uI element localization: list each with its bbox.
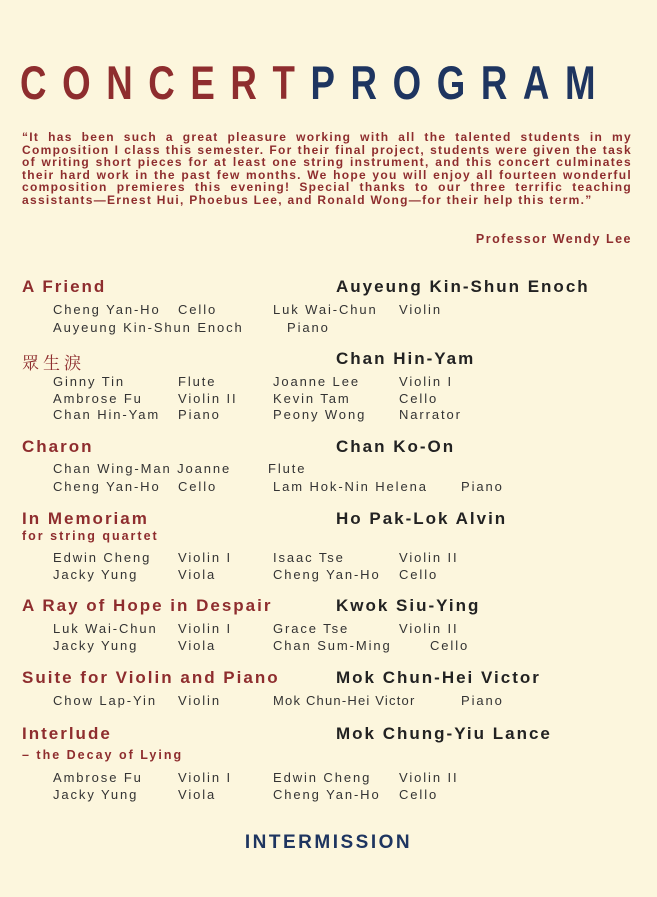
composer-name: Chan Hin-Yam	[336, 349, 476, 368]
performer-instrument: Violin I	[178, 550, 232, 565]
performer-instrument: Cello	[399, 391, 439, 406]
performer-name: Kevin Tam	[273, 391, 351, 406]
performer-name: Cheng Yan-Ho	[273, 787, 381, 802]
performer-name: Ambrose Fu	[53, 391, 143, 406]
performer-instrument: Violin	[399, 302, 442, 317]
performer-instrument: Viola	[178, 787, 217, 802]
quote-signature: Professor Wendy Lee	[475, 232, 632, 246]
performer-name: Isaac Tse	[273, 550, 345, 565]
performer-name: Chow Lap-Yin	[53, 693, 157, 708]
performer-instrument: Cello	[399, 787, 439, 802]
performer-instrument: Viola	[178, 567, 217, 582]
performer-instrument: Violin	[178, 693, 221, 708]
piece-title: A Ray of Hope in Despair	[22, 596, 273, 615]
performer-instrument: Piano	[461, 479, 504, 494]
performer-name: Ambrose Fu	[53, 770, 143, 785]
performer-name: Chan Sum-Ming	[273, 638, 392, 653]
composer-name: Kwok Siu-Ying	[336, 596, 481, 615]
performer-instrument: Violin I	[178, 621, 232, 636]
piece-title: Suite for Violin and Piano	[22, 668, 280, 687]
performer-instrument: Violin II	[399, 770, 459, 785]
piece-title: Interlude	[22, 724, 112, 743]
performer-name: Jacky Yung	[53, 787, 139, 802]
performer-name: Peony Wong	[273, 407, 367, 422]
performer-name: Cheng Yan-Ho	[273, 567, 381, 582]
performer-instrument: Cello	[178, 479, 218, 494]
performer-instrument: Piano	[461, 693, 504, 708]
performer-instrument: Flute	[178, 374, 217, 389]
piece-title: 眾生淚	[22, 354, 85, 374]
composer-name: Auyeung Kin-Shun Enoch	[336, 277, 590, 296]
performer-instrument: Flute	[268, 461, 307, 476]
performer-name: Jacky Yung	[53, 567, 139, 582]
performer-name: Chan Wing-Man Joanne	[53, 461, 232, 476]
page-title	[20, 55, 611, 111]
performer-name: Edwin Cheng	[53, 550, 152, 565]
intermission-label: INTERMISSION	[244, 832, 413, 853]
performer-name: Edwin Cheng	[273, 770, 372, 785]
performer-name: Grace Tse	[273, 621, 350, 636]
performer-name: Luk Wai-Chun	[273, 302, 378, 317]
performer-instrument: Violin I	[399, 374, 453, 389]
performer-instrument: Viola	[178, 638, 217, 653]
piece-title: A Friend	[22, 277, 107, 296]
title-word-concert: CONCERT	[20, 56, 311, 109]
professor-quote: “It has been such a great pleasure working with all the talented students in my Composition I class this semester. For their final project, students were given the task of writing short pieces for at least one string instrument, and this concert culminates their hard work in the past few months. We hope you will enjoy all fourteen wonderful composition premieres this evening! Special thanks to our three terrific teaching assistants—Ernest Hui, Phoebus Lee, and Ronald Wong—for their help this term.”	[22, 130, 632, 207]
performer-instrument: Violin II	[178, 391, 238, 406]
performer-instrument: Cello	[178, 302, 218, 317]
piece-subtitle: – the Decay of Lying	[22, 748, 184, 762]
performer-name: Auyeung Kin-Shun Enoch	[53, 320, 244, 335]
performer-instrument: Piano	[178, 407, 221, 422]
performer-name: Luk Wai-Chun	[53, 621, 158, 636]
performer-name: Mok Chun-Hei Victor	[273, 693, 416, 708]
performer-instrument: Narrator	[399, 407, 462, 422]
piece-subtitle: for string quartet	[22, 529, 159, 543]
performer-instrument: Violin I	[178, 770, 232, 785]
performer-instrument: Piano	[287, 320, 330, 335]
title-word-program: PROGRAM	[310, 56, 612, 109]
composer-name: Chan Ko-On	[336, 437, 456, 456]
performer-name: Cheng Yan-Ho	[53, 302, 161, 317]
performer-instrument: Violin II	[399, 621, 459, 636]
composer-name: Ho Pak-Lok Alvin	[336, 509, 508, 528]
performer-name: Jacky Yung	[53, 638, 139, 653]
performer-instrument: Violin II	[399, 550, 459, 565]
composer-name: Mok Chung-Yiu Lance	[336, 724, 552, 743]
piece-title: Charon	[22, 437, 94, 456]
performer-name: Chan Hin-Yam	[53, 407, 161, 422]
performer-name: Joanne Lee	[273, 374, 360, 389]
piece-title: In Memoriam	[22, 509, 149, 528]
performer-instrument: Cello	[430, 638, 470, 653]
performer-instrument: Cello	[399, 567, 439, 582]
performer-name: Ginny Tin	[53, 374, 126, 389]
performer-name: Cheng Yan-Ho	[53, 479, 161, 494]
performer-name: Lam Hok-Nin Helena	[273, 479, 428, 494]
composer-name: Mok Chun-Hei Victor	[336, 668, 541, 687]
